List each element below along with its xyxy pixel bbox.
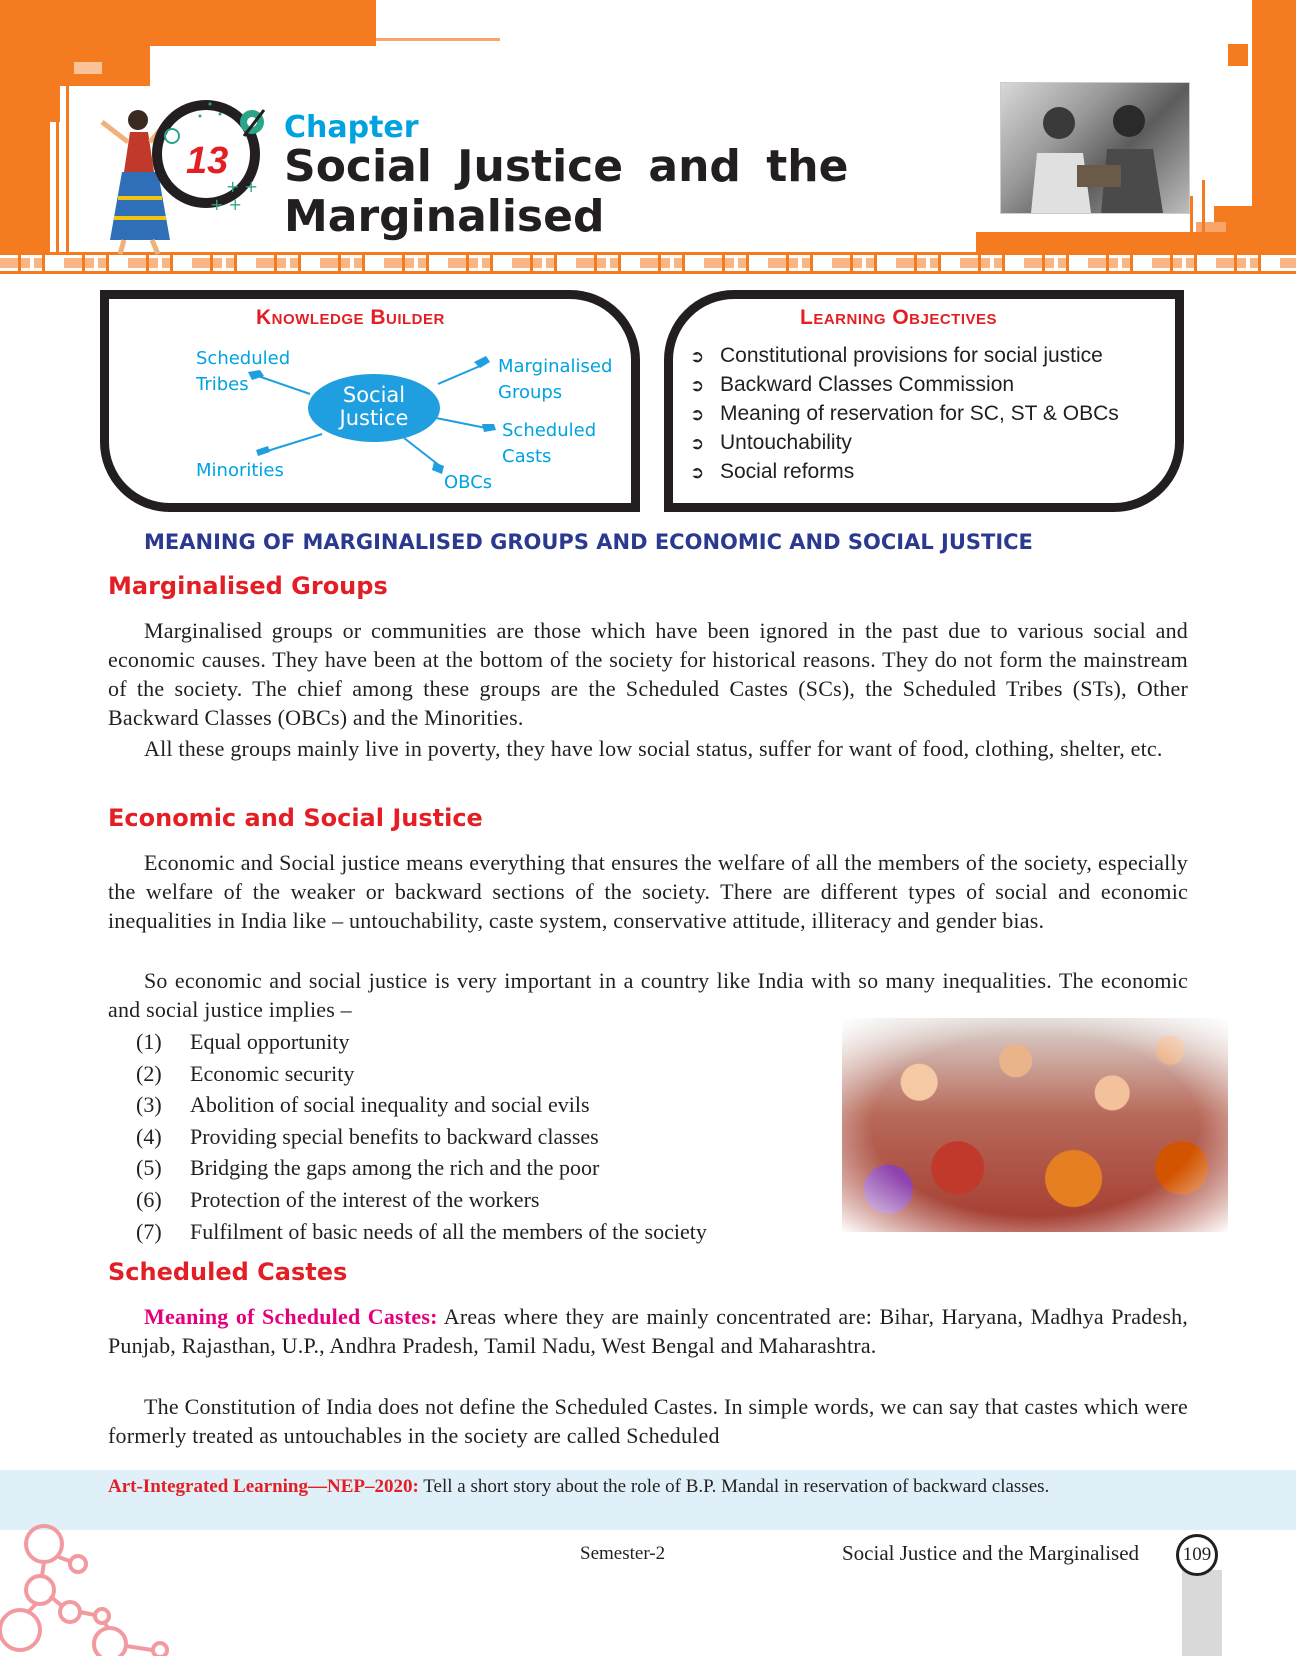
footer-semester: Semester-2 (580, 1543, 666, 1564)
arrow-circle-bullet-icon: ➲ (690, 376, 705, 395)
chapter-title (284, 142, 848, 242)
knowledge-builder-title: Knowledge Builder (256, 306, 445, 329)
art-integrated-label: Art-Integrated Learning—NEP–2020: (108, 1476, 419, 1497)
chapter-title-line-1: Social Justice and the (284, 141, 849, 192)
section-heading: MEANING OF MARGINALISED GROUPS AND ECONOMIC AND SOCIAL JUSTICE (144, 530, 1033, 554)
paragraph-marginalised-2: All these groups mainly live in poverty, they have low social status, suffer for want of food, clothing, shelter, etc. (144, 736, 1163, 761)
justice-implications-list (136, 1026, 707, 1247)
learning-objective-item: ➲ Constitutional provisions for social justice (690, 344, 1103, 367)
list-item: (3) Abolition of social inequality and social evils (136, 1092, 590, 1118)
chapter-number: 13 (186, 140, 229, 182)
historic-photo-figures-icon (1001, 83, 1189, 213)
kb-node-minorities: Minorities (196, 460, 284, 481)
svg-text:+ +: + + (226, 177, 258, 196)
learning-objective-item: ➲ Backward Classes Commission (690, 373, 1015, 396)
learning-objective-item: ➲ Social reforms (690, 460, 855, 483)
paragraph-scheduled-castes-2: The Constitution of India does not define the Scheduled Castes. In simple words, we can say that castes which were formerly treated as untouchables in the society are called Scheduled (108, 1394, 1188, 1448)
list-item: (2) Economic security (136, 1060, 355, 1086)
page-tab-decoration (1182, 1570, 1222, 1656)
knowledge-builder-center: Social Justice (308, 374, 440, 442)
heading-economic-social-justice: Economic and Social Justice (108, 804, 483, 832)
art-integrated-note: Art-Integrated Learning—NEP–2020: Tell a short story about the role of B.P. Mandal in reservation of backward classes. (108, 1476, 1050, 1497)
paragraph-marginalised-1: Marginalised groups or communities are those which have been ignored in the past due to various social and economic causes. They have been at the bottom of the society for historical reasons. They do not form the mainstream of the society. The chief among these groups are the Scheduled Castes (SCs), the Scheduled Tribes (STs), Other Backward Classes (OBCs) and the Minorities. (108, 618, 1188, 730)
historic-photo (1000, 82, 1190, 214)
page-number: 109 (1176, 1534, 1218, 1576)
heading-marginalised-groups: Marginalised Groups (108, 572, 388, 600)
arrow-circle-bullet-icon: ➲ (690, 405, 705, 424)
learning-objective-item: ➲ Meaning of reservation for SC, ST & OBCs (690, 402, 1119, 425)
kb-node-obcs: OBCs (444, 472, 493, 493)
chapter-label: Chapter (284, 110, 419, 145)
kb-node-marginalised-groups: Marginalised Groups (498, 356, 613, 403)
list-item: (4) Providing special benefits to backward classes (136, 1123, 599, 1149)
arrow-circle-bullet-icon: ➲ (690, 463, 705, 482)
svg-text:+ +: + + (210, 195, 242, 214)
paragraph-scheduled-castes-1: Meaning of Scheduled Castes: Areas where they are mainly concentrated are: Bihar, Haryana, Madhya Pradesh, Punjab, Rajasthan, U.P., Andhra Pradesh, Tamil Nadu, West Bengal and Maharashtra. (108, 1304, 1188, 1358)
molecule-decoration-icon (0, 1520, 180, 1656)
list-item: (7) Fulfilment of basic needs of all the members of the society (136, 1218, 707, 1244)
heading-scheduled-castes: Scheduled Castes (108, 1258, 348, 1286)
arrow-circle-bullet-icon: ➲ (690, 347, 705, 366)
paragraph-economic-1: Economic and Social justice means everything that ensures the welfare of all the members of the society, especially the welfare of the weaker or backward sections of the society. There are different types of social and economic inequalities in India like – untouchability, caste system, conservative attitude, illiteracy and gender bias. (108, 850, 1188, 933)
chapter-title-line-2: Marginalised (284, 191, 605, 242)
term-highlight: Meaning of Scheduled Castes: (144, 1304, 438, 1329)
kb-node-scheduled-tribes: Scheduled Tribes (196, 348, 291, 395)
list-item: (1) Equal opportunity (136, 1029, 350, 1054)
learning-objectives-title: Learning Objectives (800, 306, 998, 329)
list-item: (6) Protection of the interest of the workers (136, 1186, 540, 1212)
crowd-photo (842, 1018, 1228, 1232)
footer-running-title: Social Justice and the Marginalised (842, 1541, 1140, 1565)
paragraph-economic-2: So economic and social justice is very important in a country like India with so many inequalities. The economic and social justice implies – (108, 968, 1188, 1022)
learning-objective-item: ➲ Untouchability (690, 431, 852, 454)
arrow-circle-bullet-icon: ➲ (690, 434, 705, 453)
kb-node-scheduled-casts: Scheduled Casts (502, 420, 597, 467)
list-item: (5) Bridging the gaps among the rich and the poor (136, 1155, 600, 1181)
